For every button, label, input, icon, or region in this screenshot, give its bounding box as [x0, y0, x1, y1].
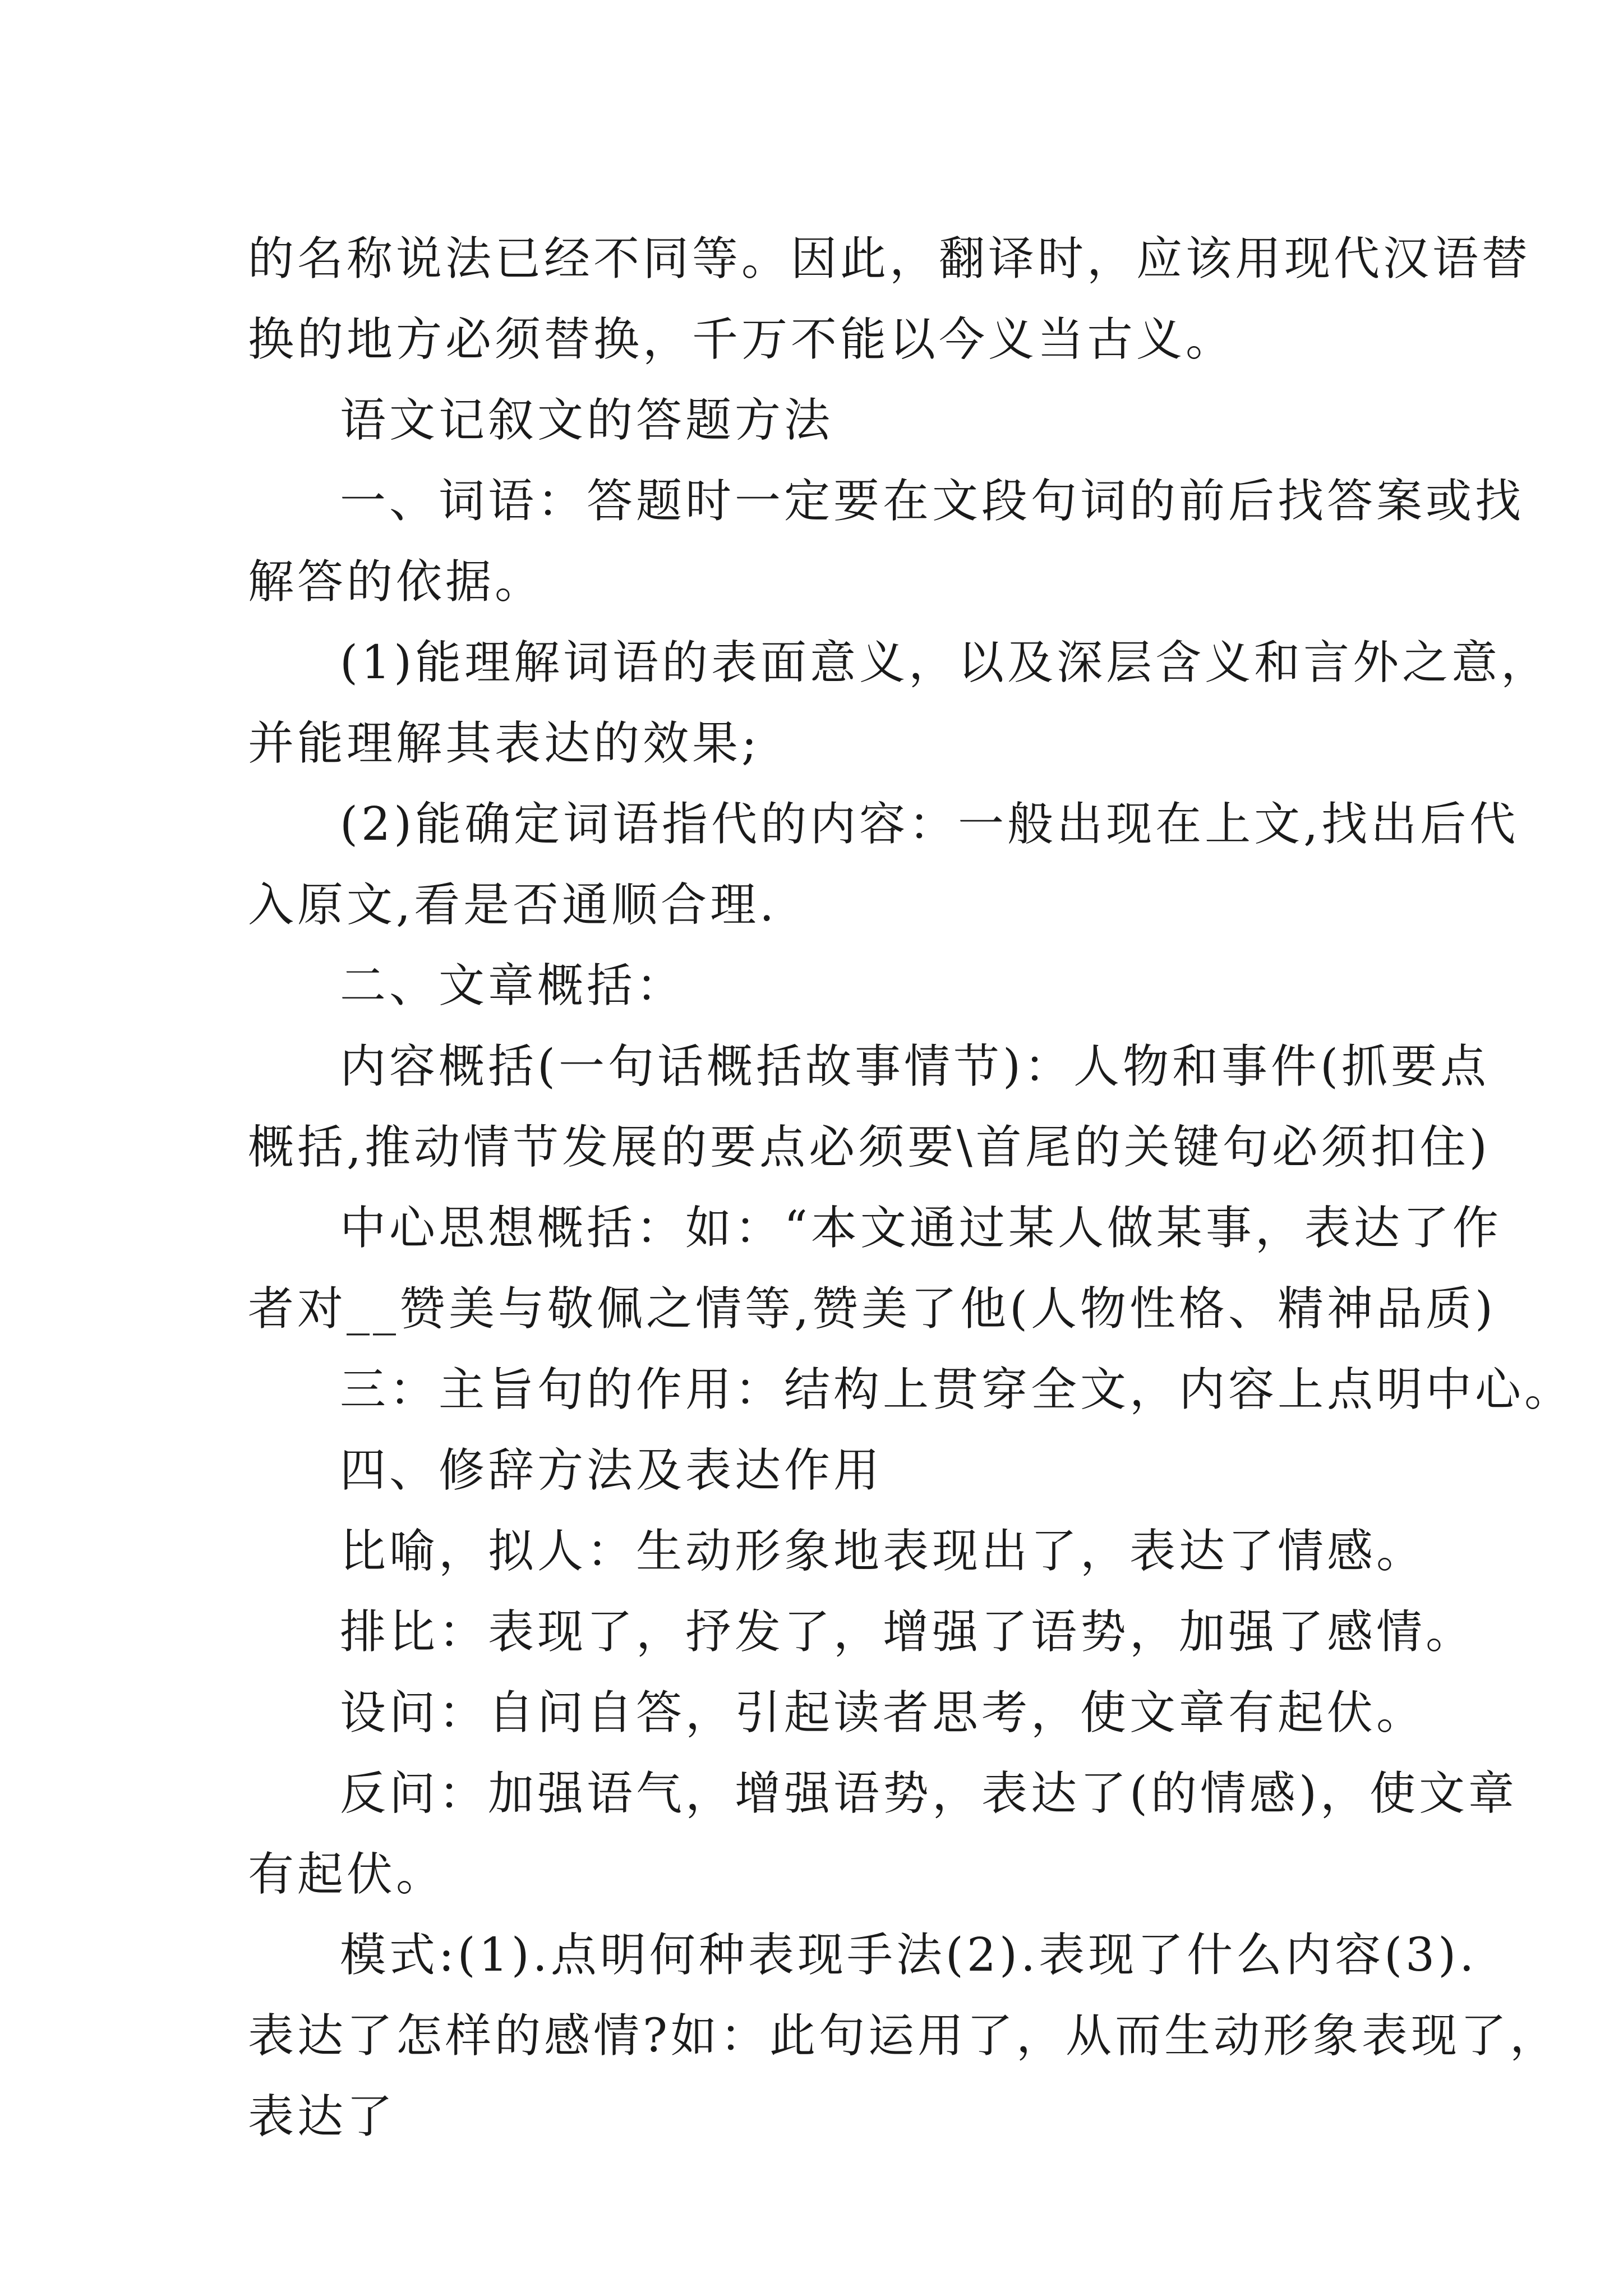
text-line: 入原文,看是否通顺合理. [248, 878, 778, 932]
text-line: 四、修辞方法及表达作用 [340, 1444, 883, 1497]
text-line: 中心思想概括：如：“本文通过某人做某事，表达了作 [340, 1202, 1502, 1255]
text-line: 反问：加强语气，增强语势，表达了(的情感)，使文章 [340, 1767, 1518, 1820]
text-line: 一、词语：答题时一定要在文段句词的前后找答案或找 [340, 475, 1525, 528]
text-line: 表达了 [248, 2090, 396, 2143]
text-line: 表达了怎样的感情?如：此句运用了，从而生动形象表现了， [248, 2009, 1559, 2063]
text-line: 排比：表现了，抒发了，增强了语势，加强了感情。 [340, 1605, 1476, 1659]
text-line: (2)能确定词语指代的内容：一般出现在上文,找出后代 [340, 798, 1519, 851]
text-line: 设问：自问自答，引起读者思考，使文章有起伏。 [340, 1686, 1426, 1740]
text-line: 内容概括(一句话概括故事情节)：人物和事件(抓要点 [340, 1040, 1490, 1093]
text-line: 解答的依据。 [248, 555, 545, 609]
text-line: 二、文章概括： [340, 959, 686, 1013]
text-line: 并能理解其表达的效果; [248, 717, 760, 770]
text-line: (1)能理解词语的表面意义，以及深层含义和言外之意， [340, 636, 1551, 689]
text-line: 的名称说法已经不同等。因此，翻译时，应该用现代汉语替 [248, 232, 1532, 286]
text-line: 模式:(1).点明何种表现手法(2).表现了什么内容(3). [340, 1929, 1478, 1982]
section-heading: 语文记叙文的答题方法 [340, 394, 834, 447]
text-line: 换的地方必须替换，千万不能以今义当古义。 [248, 313, 1235, 366]
text-line: 者对__赞美与敬佩之情等,赞美了他(人物性格、精神品质) [248, 1282, 1497, 1336]
document-body [248, 219, 1574, 2157]
text-line: 概括,推动情节发展的要点必须要\首尾的关键句必须扣住) [248, 1121, 1491, 1174]
text-line: 三：主旨句的作用：结构上贯穿全文，内容上点明中心。 [340, 1363, 1574, 1416]
text-line: 比喻，拟人：生动形象地表现出了，表达了情感。 [340, 1525, 1426, 1578]
text-line: 有起伏。 [248, 1848, 446, 1901]
